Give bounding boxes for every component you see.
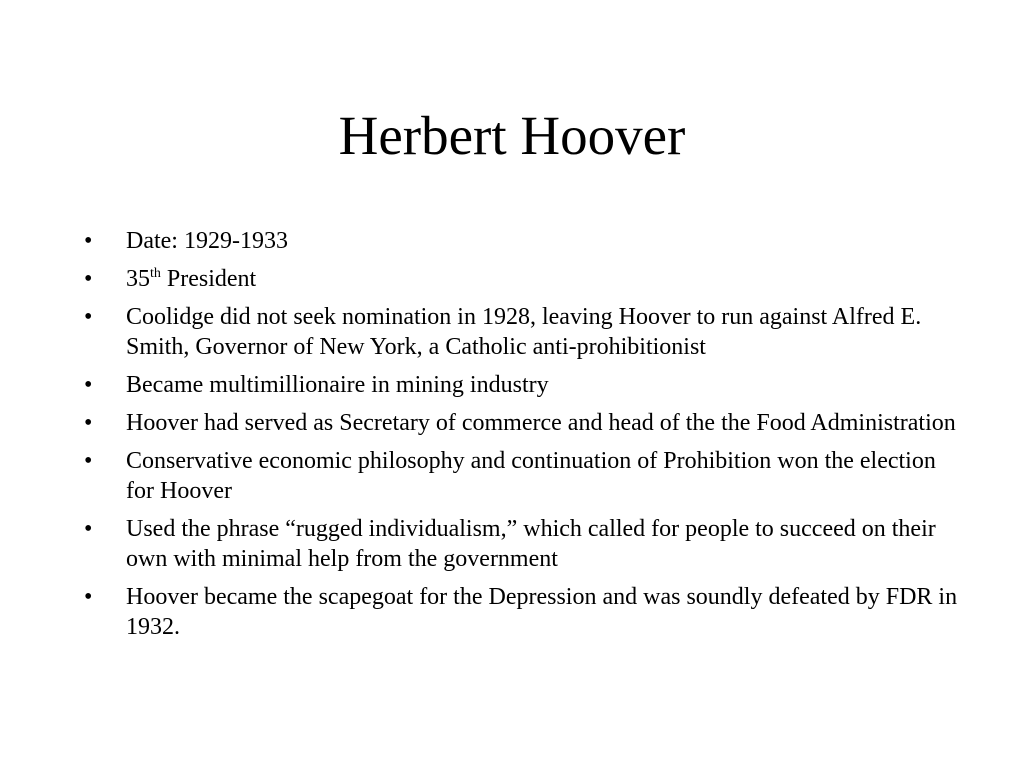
bullet-marker: • — [84, 516, 93, 542]
bullet-item-date — [84, 226, 964, 256]
bullet-marker: • — [84, 266, 93, 292]
bullet-item-rugged-individualism — [84, 514, 964, 574]
bullet-item-mining — [84, 370, 964, 400]
bullet-marker: • — [84, 410, 93, 436]
bullet-text: Used the phrase “rugged individualism,” which called for people to succeed on their own with minimal help from the government — [126, 516, 936, 572]
bullet-item-depression — [84, 582, 964, 642]
bullet-marker: • — [84, 584, 93, 610]
slide-title: Herbert Hoover — [338, 105, 686, 166]
bullet-marker: • — [84, 304, 93, 330]
ordinal-suffix: th — [150, 266, 161, 281]
bullet-text: Hoover became the scapegoat for the Depression and was soundly defeated by FDR in 1932. — [126, 584, 958, 640]
bullet-text: Date: 1929-1933 — [126, 228, 288, 254]
bullet-text-number: 35 — [126, 266, 150, 292]
bullet-item-election — [84, 446, 964, 506]
bullet-text: Hoover had served as Secretary of commerce and head of the the Food Administration — [126, 410, 956, 436]
bullet-marker: • — [84, 228, 93, 254]
bullet-marker: • — [84, 448, 93, 474]
bullet-text: Coolidge did not seek nomination in 1928, leaving Hoover to run against Alfred E. Smith, Governor of New York, a Catholic anti-prohibitionist — [126, 304, 922, 360]
bullet-text-rest: President — [160, 266, 257, 292]
bullet-marker: • — [84, 372, 93, 398]
bullet-list — [84, 226, 964, 650]
bullet-item-coolidge — [84, 302, 964, 362]
bullet-text: Conservative economic philosophy and continuation of Prohibition won the election for Hoover — [126, 448, 936, 504]
bullet-item-commerce — [84, 408, 964, 438]
bullet-text: Became multimillionaire in mining industry — [126, 372, 549, 398]
bullet-item-president-number — [84, 264, 964, 294]
